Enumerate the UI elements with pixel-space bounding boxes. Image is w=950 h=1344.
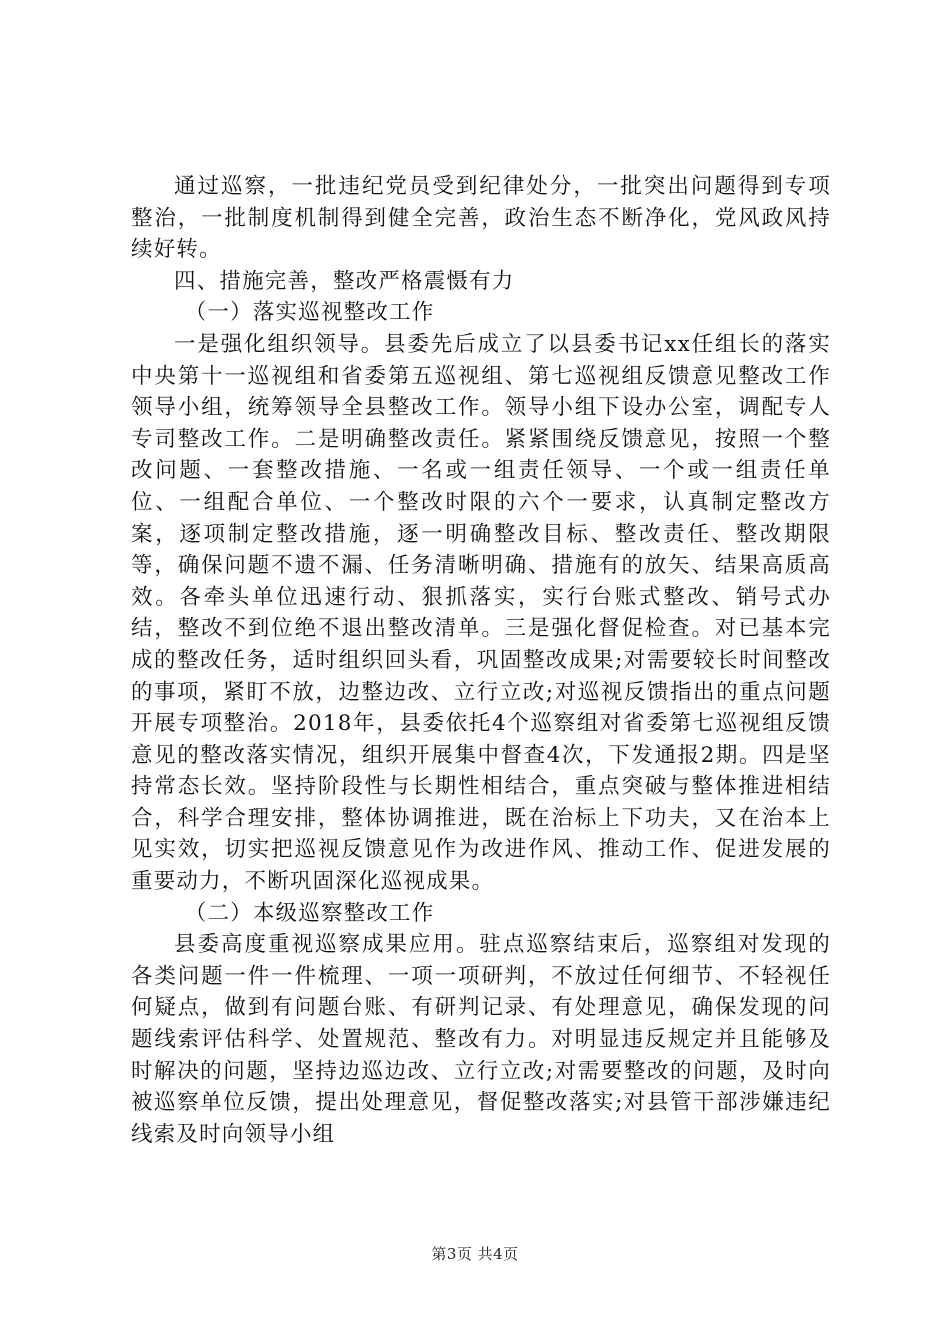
section-heading-measures: 四、措施完善，整改严格震慑有力 (174, 268, 515, 294)
paragraph-local-rectification-details: 县委高度重视巡察成果应用。驻点巡察结束后，巡察组对发现的各类问题一件一件梳理、一项一项研判，不放过任何细节、不轻视任何疑点，做到有问题台账、有研判记录、有处理意见，确保发现的问题线索评估科学、处置规范、整改有力。对明显违反规定并且能够及时解决的问题，坚持边巡边改、立行立改;对需要整改的问题，及时向被巡察单位反馈，提出处理意见，督促整改落实;对县管干部涉嫌违纪线索及时向领导小组 (131, 932, 831, 1147)
subheading-local-rectification: （二）本级巡察整改工作 (184, 900, 435, 926)
subheading-inspection-rectification: （一）落实巡视整改工作 (184, 300, 435, 326)
paragraph-inspection-results: 通过巡察，一批违纪党员受到纪律处分，一批突出问题得到专项整治，一批制度机制得到健全完善，政治生态不断净化，党风政风持续好转。 (131, 174, 831, 263)
document-body (131, 171, 831, 1150)
page-number-footer: 第3页 共4页 (431, 1245, 519, 1263)
paragraph-rectification-details: 一是强化组织领导。县委先后成立了以县委书记xx任组长的落实中央第十一巡视组和省委第五巡视组、第七巡视组反馈意见整改工作领导小组，统筹领导全县整改工作。领导小组下设办公室，调配专人专司整改工作。二是明确整改责任。紧紧围绕反馈意见，按照一个整改问题、一套整改措施、一名或一组责任领导、一个或一组责任单位、一组配合单位、一个整改时限的六个一要求，认真制定整改方案，逐项制定整改措施，逐一明确整改目标、整改责任、整改期限等，确保问题不遗不漏、任务清晰明确、措施有的放矢、结果高质高效。各牵头单位迅速行动、狠抓落实，实行台账式整改、销号式办结，整改不到位绝不退出整改清单。三是强化督促检查。对已基本完成的整改任务，适时组织回头看，巩固整改成果;对需要较长时间整改的事项，紧盯不放，边整边改、立行立改;对巡视反馈指出的重点问题开展专项整治。2018年，县委依托4个巡察组对省委第七巡视组反馈意见的整改落实情况，组织开展集中督查4次，下发通报2期。四是坚持常态长效。坚持阶段性与长期性相结合，重点突破与整体推进相结合，科学合理安排，整体协调推进，既在治标上下功夫，又在治本上见实效，切实把巡视反馈意见作为改进作风、推动工作、促进发展的重要动力，不断巩固深化巡视成果。 (131, 331, 831, 895)
